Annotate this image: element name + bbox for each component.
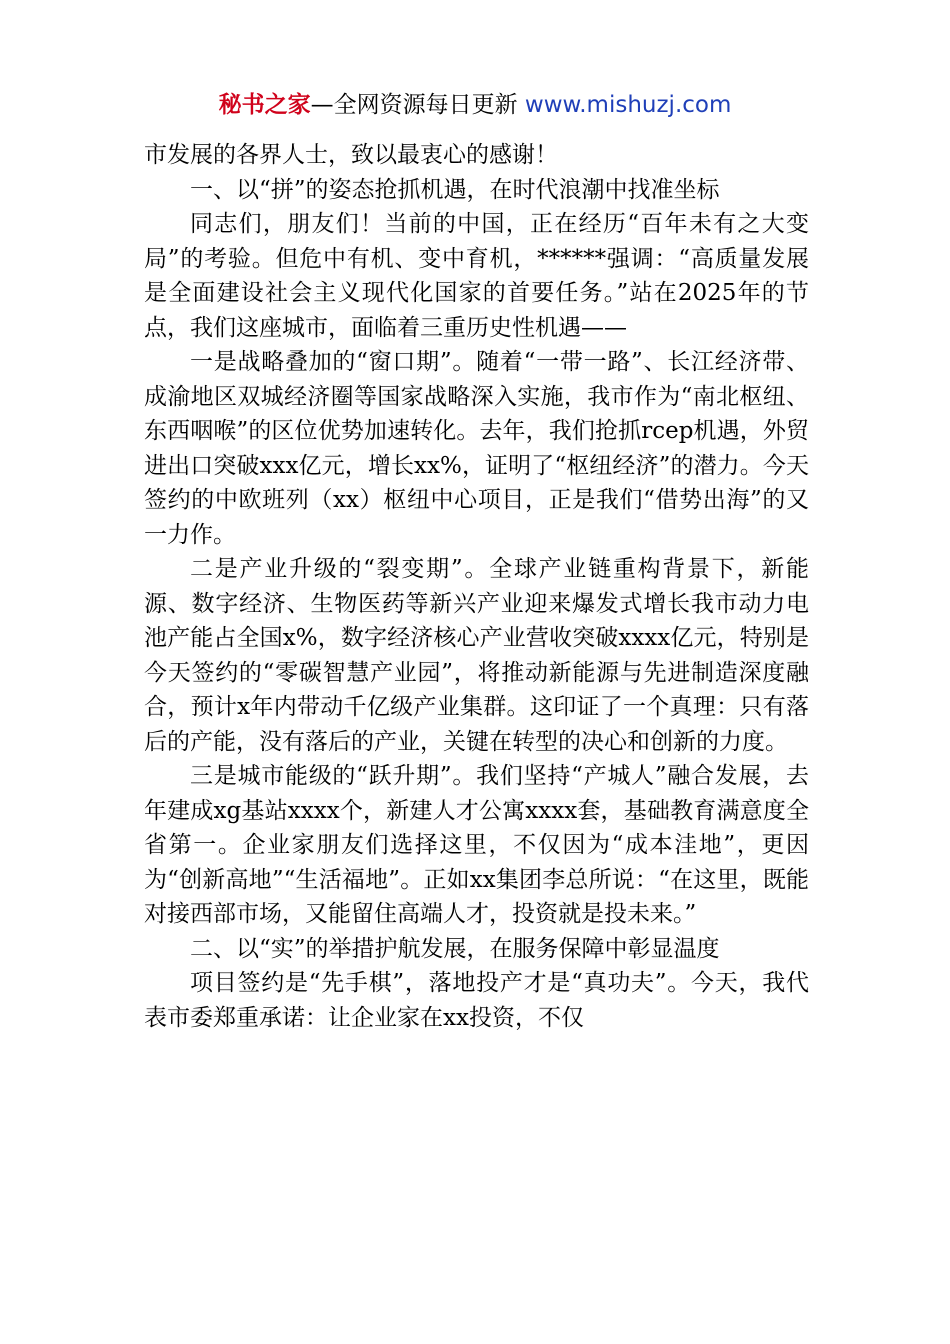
paragraph: 二是产业升级的“裂变期”。全球产业链重构背景下，新能源、数字经济、生物医药等新兴产业迎来爆发式增长我市动力电池产能占全国x%，数字经济核心产业营收突破xxxx亿元，特别是今天签约的“零碳智慧产业园”，将推动新能源与先进制造深度融合，预计x年内带动千亿级产业集群。这印证了一个真理：只有落后的产能，没有落后的产业，关键在转型的决心和创新的力度。 — [144, 556, 809, 755]
site-brand: 秘书之家 — [218, 92, 311, 118]
site-header — [0, 88, 950, 122]
section-heading-1: 一、以“拼”的姿态抢抓机遇，在时代浪潮中找准坐标 — [190, 176, 720, 203]
site-tagline: —全网资源每日更新 — [310, 92, 525, 118]
document-body — [144, 138, 809, 1035]
paragraph: 三是城市能级的“跃升期”。我们坚持“产城人”融合发展，去年建成xg基站xxxx个，新建人才公寓xxxx套，基础教育满意度全省第一。企业家朋友们选择这里，不仅因为“成本洼地”，更因为“创新高地”“生活福地”。正如xx集团李总所说：“在这里，既能对接西部市场，又能留住高端人才，投资就是投未来。” — [144, 763, 809, 927]
paragraph-continuation: 市发展的各界人士，致以最衷心的感谢！ — [144, 142, 558, 168]
paragraph: 项目签约是“先手棋”，落地投产才是“真功夫”。今天，我代表市委郑重承诺：让企业家在xx投资，不仅 — [144, 970, 809, 1031]
section-heading-2: 二、以“实”的举措护航发展，在服务保障中彰显温度 — [190, 935, 720, 962]
site-url-link[interactable]: www.mishuzj.com — [524, 92, 732, 118]
paragraph: 同志们，朋友们！当前的中国，正在经历“百年未有之大变局”的考验。但危中有机、变中育机，******强调：“高质量发展是全面建设社会主义现代化国家的首要任务。”站在2025年的节点，我们这座城市，面临着三重历史性机遇—— — [144, 211, 809, 341]
paragraph: 一是战略叠加的“窗口期”。随着“一带一路”、长江经济带、成渝地区双城经济圈等国家战略深入实施，我市作为“南北枢纽、东西咽喉”的区位优势加速转化。去年，我们抢抓rcep机遇，外贸进出口突破xxx亿元，增长xx%，证明了“枢纽经济”的潜力。今天签约的中欧班列（xx）枢纽中心项目，正是我们“借势出海”的又一力作。 — [144, 349, 809, 548]
